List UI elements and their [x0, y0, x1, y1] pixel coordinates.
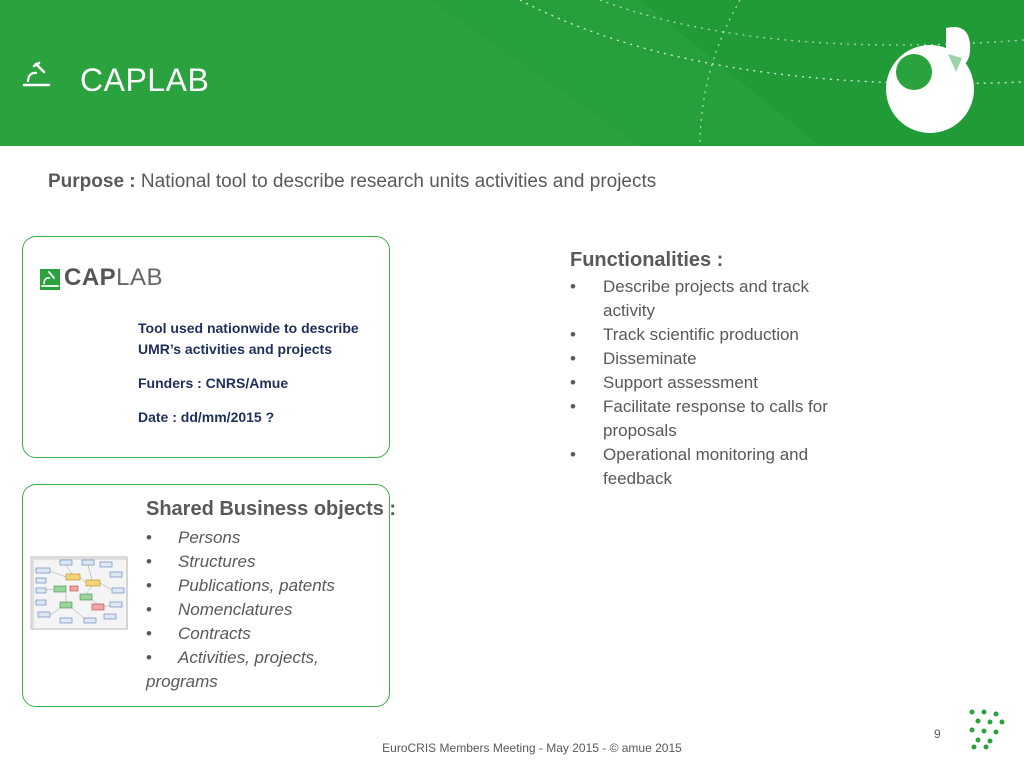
list-item: • Support assessment	[570, 371, 860, 395]
list-item: • Track scientific production	[570, 323, 860, 347]
page-title: CAPLAB	[80, 62, 210, 98]
functionalities-title: Functionalities :	[570, 249, 724, 271]
title-banner	[0, 0, 1024, 146]
purpose-statement	[48, 171, 656, 193]
caplab-logo-lab: LAB	[116, 264, 164, 291]
business-objects-diagram	[30, 556, 128, 630]
list-item: • Persons	[146, 526, 376, 550]
list-item: • Describe projects and track activity	[570, 275, 860, 323]
footer-text: EuroCRIS Members Meeting - May 2015 - © amue 2015	[382, 741, 682, 755]
list-item: • Structures	[146, 550, 376, 574]
caplab-description-line1: Tool used nationwide to describe	[138, 320, 359, 336]
list-item: • Operational monitoring and feedback	[570, 443, 860, 491]
list-item: • Disseminate	[570, 347, 860, 371]
page-number: 9	[934, 727, 941, 741]
caplab-description	[138, 318, 359, 360]
purpose-text: National tool to describe research units activities and projects	[135, 171, 657, 192]
shared-objects-title: Shared Business objects :	[146, 498, 397, 520]
caplab-funders: Funders : CNRS/Amue	[138, 375, 289, 391]
list-item: • Facilitate response to calls for proposals	[570, 395, 860, 443]
shared-objects-list	[146, 526, 376, 694]
functionalities-list	[570, 275, 860, 491]
list-item: • Publications, patents	[146, 574, 376, 598]
caplab-logo-text	[64, 264, 163, 292]
list-item: • Activities, projects, programs	[146, 646, 376, 694]
purpose-label: Purpose :	[48, 171, 136, 192]
caplab-logo-cap: CAP	[64, 264, 117, 291]
list-item: • Nomenclatures	[146, 598, 376, 622]
microscope-icon	[22, 60, 52, 90]
dots-decoration	[966, 708, 1010, 750]
list-item: • Contracts	[146, 622, 376, 646]
caplab-logo-mark	[40, 269, 60, 290]
caplab-date: Date : dd/mm/2015 ?	[138, 409, 275, 425]
microscope-icon	[40, 269, 60, 290]
caplab-description-line2: UMR’s activities and projects	[138, 341, 332, 357]
